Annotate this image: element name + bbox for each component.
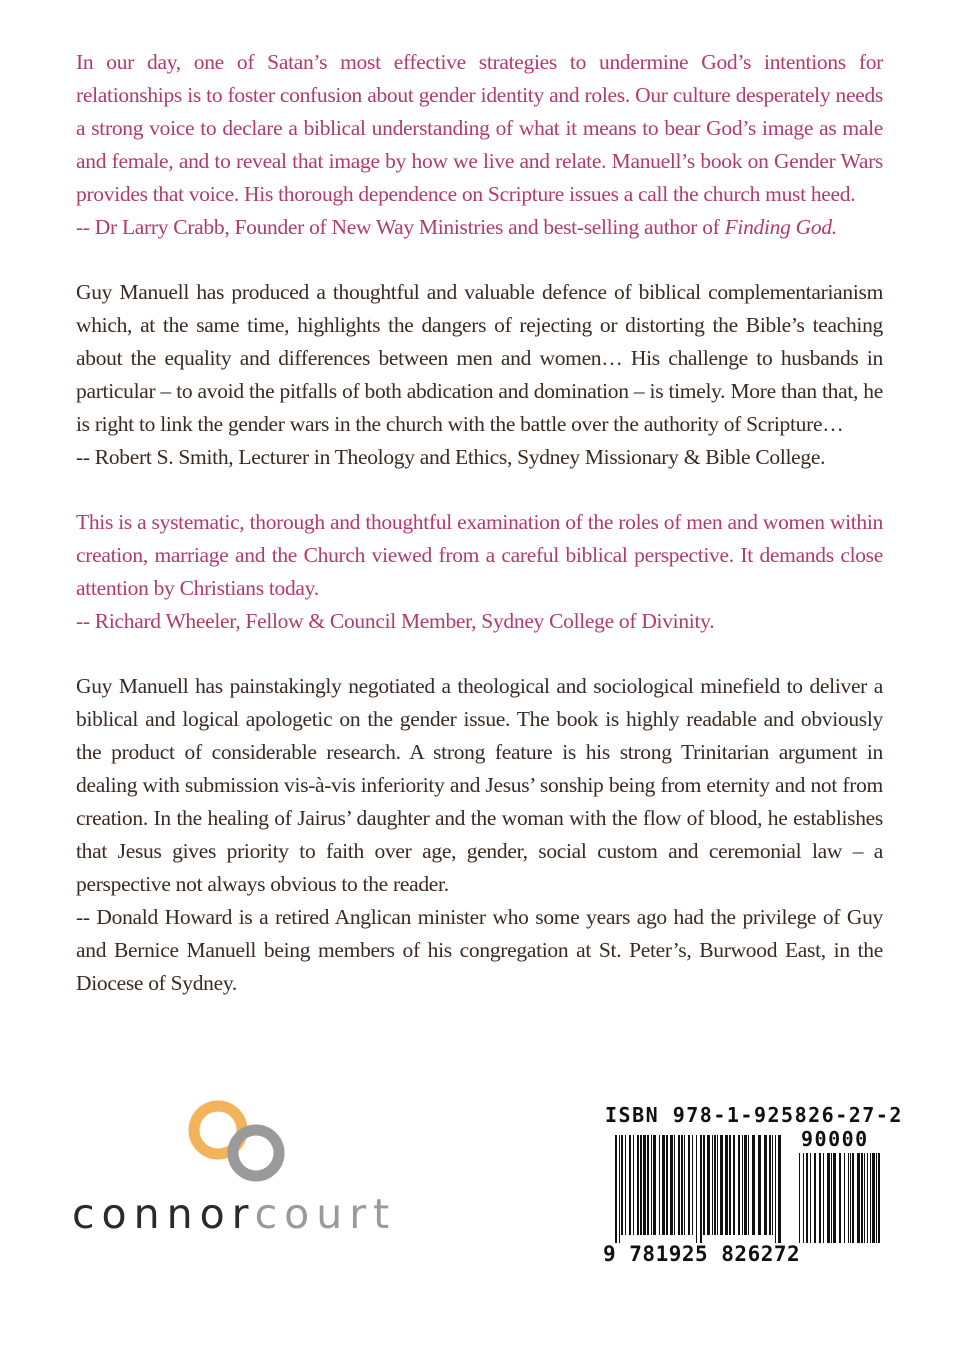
endorsements	[76, 46, 883, 1032]
barcode-bar	[725, 1135, 728, 1235]
barcode-bar	[729, 1135, 731, 1235]
addon-bar	[857, 1153, 860, 1243]
barcode-bar	[717, 1135, 718, 1235]
isbn-label: ISBN 978-1-925826-27-2	[605, 1103, 903, 1127]
addon-bar	[833, 1153, 836, 1243]
barcode-bar	[615, 1135, 617, 1243]
barcode-bar	[720, 1135, 723, 1235]
barcode-bar	[684, 1135, 685, 1235]
endorsement-quote: In our day, one of Satan’s most effective strategies to undermine God’s intentions for relationships is to foster confusion about gender identity and roles. Our culture desperately needs a strong voice to declare a biblical understanding of what it means to bear God’s image as male and female, and to reveal that image by how we live and relate. Manuell’s book on Gender Wars provides that voice. His thorough dependence on Scripture issues a call the church must heed.	[76, 50, 883, 206]
addon-bar	[872, 1153, 875, 1243]
barcode-bar	[651, 1135, 652, 1235]
barcode-bar	[738, 1135, 740, 1235]
endorsement-4	[76, 670, 883, 1000]
addon-bar	[806, 1153, 808, 1243]
addon-bar	[831, 1153, 832, 1243]
barcode-bar	[700, 1135, 702, 1243]
addon-bar	[870, 1153, 871, 1243]
addon-bar	[819, 1153, 821, 1243]
barcode-bar	[647, 1135, 649, 1235]
addon-bar	[823, 1153, 824, 1243]
addon-bar	[839, 1153, 841, 1243]
ean-digits: 9 781925 826272	[603, 1242, 801, 1266]
addon-bar	[803, 1153, 804, 1243]
addon-bar	[850, 1153, 851, 1243]
addon-bar	[861, 1153, 863, 1243]
wordmark-court: court	[254, 1190, 397, 1238]
endorsement-attribution	[76, 211, 883, 244]
barcode-bar	[775, 1135, 776, 1243]
book-title: Finding God.	[724, 215, 837, 239]
endorsement-3	[76, 506, 883, 638]
barcode-bar	[733, 1135, 735, 1235]
publisher-wordmark	[72, 1190, 396, 1238]
barcode-bar	[640, 1135, 642, 1235]
endorsement-quote: Guy Manuell has produced a thoughtful and valuable defence of biblical complementarianism which, at the same time, highlights the dangers of rejecting or distorting the Bible’s teaching about the equality and differences between men and women… His challenge to husbands in particular – to avoid the pitfalls of both abdication and domination – is timely. More than that, he is right to link the gender wars in the church with the battle over the authority of Scripture…	[76, 280, 883, 436]
barcode-bar	[674, 1135, 675, 1235]
barcode-bar	[666, 1135, 668, 1235]
price-code: 90000	[801, 1127, 869, 1151]
barcode-bar	[688, 1135, 690, 1235]
grey-ring	[233, 1130, 279, 1176]
barcode-bar	[662, 1135, 665, 1235]
barcode-bar	[707, 1135, 710, 1235]
endorsement-attribution: -- Robert S. Smith, Lecturer in Theology and Ethics, Sydney Missionary & Bible College.	[76, 445, 826, 469]
barcode-bar	[619, 1135, 620, 1243]
barcode-bar	[625, 1135, 626, 1235]
barcode-bar	[633, 1135, 634, 1235]
barcode-bar	[703, 1135, 705, 1235]
barcode-bar	[752, 1135, 755, 1235]
addon-bar	[852, 1153, 854, 1243]
barcode-bar	[653, 1135, 656, 1235]
wordmark-connor: connor	[72, 1190, 255, 1238]
endorsement-attribution: -- Donald Howard is a retired Anglican minister who some years ago had the privilege of Guy and Bernice Manuell being members of his congregation at St. Peter’s, Burwood East, in the Diocese of Sydney.	[76, 905, 883, 995]
endorsement-quote: This is a systematic, thorough and thoughtful examination of the roles of men and women within creation, marriage and the Church viewed from a careful biblical perspective. It demands close attention by Christians today.	[76, 510, 883, 600]
rings-icon	[184, 1098, 299, 1183]
barcode-bar	[714, 1135, 716, 1235]
barcode-bar	[681, 1135, 683, 1235]
publisher-logo	[72, 1098, 412, 1238]
addon-bar	[867, 1153, 868, 1243]
barcode-bar	[637, 1135, 639, 1235]
isbn-barcode	[603, 1103, 903, 1268]
addon-bar	[878, 1153, 880, 1243]
barcode-bar	[712, 1135, 713, 1235]
barcode-bar	[778, 1135, 781, 1243]
endorsement-1	[76, 46, 883, 244]
attribution-text: -- Dr Larry Crabb, Founder of New Way Ministries and best-selling author of	[76, 215, 725, 239]
addon-bar	[799, 1153, 800, 1243]
endorsement-quote: Guy Manuell has painstakingly negotiated a theological and sociological minefield to deliver a biblical and logical apologetic on the gender issue. The book is highly readable and obviously the product of considerable research. A strong feature is his strong Trinitarian argument in dealing with submission vis-à-vis inferiority and Jesus’ sonship being from eternity and not from creation. In the healing of Jairus’ daughter and the woman with the flow of blood, he establishes that Jesus gives priority to faith over age, gender, social custom and ceremonial law – a perspective not always obvious to the reader.	[76, 674, 883, 896]
barcode-bar	[742, 1135, 743, 1235]
barcode-bar	[692, 1135, 693, 1235]
addon-bar	[864, 1153, 865, 1243]
barcode-bar	[678, 1135, 680, 1235]
addon-bar	[827, 1153, 830, 1243]
barcode-bar	[670, 1135, 673, 1235]
barcode-bar	[764, 1135, 767, 1235]
barcode-bar	[629, 1135, 631, 1235]
barcode-bar	[748, 1135, 749, 1235]
barcode-bar	[758, 1135, 761, 1235]
barcode-bar	[744, 1135, 747, 1235]
barcode-bar	[769, 1135, 771, 1235]
barcode-bar	[643, 1135, 646, 1235]
addon-bar	[848, 1153, 849, 1243]
addon-bar	[844, 1153, 845, 1243]
barcode-bar	[696, 1135, 697, 1243]
addon-bar	[876, 1153, 877, 1243]
barcode-bar	[621, 1135, 623, 1235]
endorsement-2	[76, 276, 883, 474]
endorsement-attribution: -- Richard Wheeler, Fellow & Council Member, Sydney College of Divinity.	[76, 609, 715, 633]
barcode-bar	[659, 1135, 660, 1235]
barcode-bar	[772, 1135, 773, 1235]
addon-bar	[814, 1153, 816, 1243]
addon-bar	[810, 1153, 811, 1243]
